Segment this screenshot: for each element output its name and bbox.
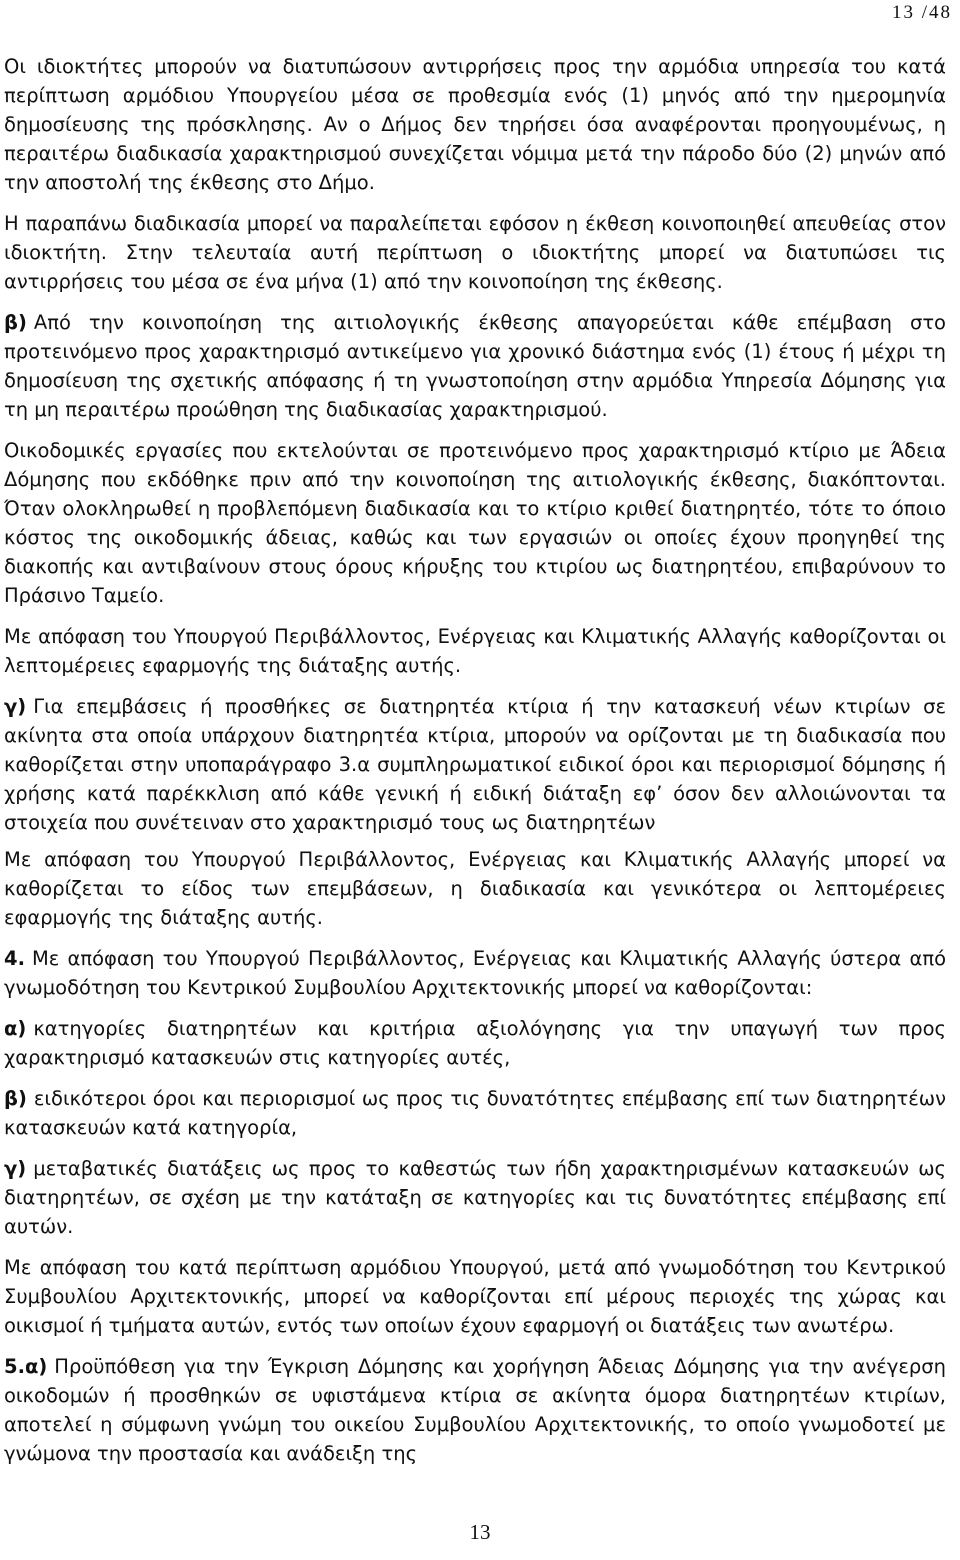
paragraph-4-gamma [4, 1154, 946, 1241]
paragraph-gamma-interventions [4, 692, 946, 837]
paragraph-text: ειδικότεροι όροι και περιορισμοί ως προς τις δυνατότητες επέμβασης επί των διατηρητέων κατασκευών κατά κατηγορία, [4, 1087, 946, 1139]
paragraph-objections [4, 52, 946, 197]
paragraph-section-5-alpha [4, 1352, 946, 1468]
page-indicator: 13 /48 [891, 2, 952, 23]
paragraph-text: Με απόφαση του Υπουργού Περιβάλλοντος, Ενέργειας και Κλιματικής Αλλαγής μπορεί να καθορίζεται το είδος των επεμβάσεων, η διαδικασία και γενικότερα οι λεπτομέρειες εφαρμογής της διάταξης αυτής. [4, 848, 946, 929]
paragraph-label: β) [4, 1087, 27, 1110]
paragraph-label: 4. [4, 947, 25, 970]
paragraph-label: 5.α) [4, 1355, 48, 1378]
paragraph-text: μεταβατικές διατάξεις ως προς το καθεστώς των ήδη χαρακτηρισμένων κατασκευών ως διατηρητέων, σε σχέση με την κατάταξη σε κατηγορίες και τις δυνατότητες επέμβασης επί αυτών. [4, 1157, 946, 1238]
paragraph-text: Με απόφαση του κατά περίπτωση αρμόδιου Υπουργού, μετά από γνωμοδότηση του Κεντρικού Συμβουλίου Αρχιτεκτονικής, μπορεί να καθορίζονται επί μέρους περιοχές της χώρας και οικισμοί ή τμήματα αυτών, εντός των οποίων έχουν εφαρμογή οι διατάξεις των ανωτέρω. [4, 1256, 946, 1337]
paragraph-4-alpha [4, 1014, 946, 1072]
paragraph-label: α) [4, 1017, 27, 1040]
paragraph-text: Η παραπάνω διαδικασία μπορεί να παραλείπεται εφόσον η έκθεση κοινοποιηθεί απευθείας στον ιδιοκτήτη. Στην τελευταία αυτή περίπτωση ο ιδιοκτήτης μπορεί να διατυπώσει τις αντιρρήσεις του μέσα σε ένα μήνα (1) από την κοινοποίηση της έκθεσης. [4, 212, 946, 293]
paragraph-text: Προϋπόθεση για την Έγκριση Δόμησης και χορήγηση Άδειας Δόμησης για την ανέγερση οικοδομών ή προσθηκών σε υφιστάμενα κτίρια σε ακίνητα όμορα διατηρητέων κτιρίων, αποτελεί η σύμφωνη γνώμη του οικείου Συμβουλίου Αρχιτεκτονικής, το οποίο γνωμοδοτεί με γνώμονα την προστασία και ανάδειξη της [4, 1355, 946, 1465]
paragraph-text: Για επεμβάσεις ή προσθήκες σε διατηρητέα κτίρια ή την κατασκευή νέων κτιρίων σε ακίνητα στα οποία υπάρχουν διατηρητέα κτίρια, μπορούν να ορίζονται με τη διαδικασία που καθορίζεται στην υποπαράγραφο 3.α συμπληρωματικοί ειδικοί όροι και περιορισμοί δόμησης ή χρήσης κατά παρέκκλιση από κάθε γενική ή ειδική διάταξη εφ’ όσον δεν αλλοιώνονται τα στοιχεία που συνέτειναν στο χαρακτηρισμό τους ως διατηρητέων [4, 695, 946, 834]
paragraph-text: κατηγορίες διατηρητέων και κριτήρια αξιολόγησης για την υπαγωγή των προς χαρακτηρισμό κατασκευών στις κατηγορίες αυτές, [4, 1017, 946, 1069]
paragraph-areas-decision [4, 1253, 946, 1340]
paragraph-text: Από την κοινοποίηση της αιτιολογικής έκθεσης απαγορεύεται κάθε επέμβαση στο προτεινόμενο προς χαρακτηρισμό αντικείμενο για χρονικό διάστημα ενός (1) έτους ή μέχρι τη δημοσίευση της σχετικής απόφασης ή τη γνωστοποίηση στην αρμόδια Υπηρεσία Δόμησης για τη μη περαιτέρω προώθηση της διαδικασίας χαρακτηρισμού. [4, 311, 946, 421]
paragraph-ministerial-decision-2 [4, 845, 946, 932]
paragraph-beta-prohibition [4, 308, 946, 424]
paragraph-4-beta [4, 1084, 946, 1142]
paragraph-omission [4, 209, 946, 296]
paragraph-text: Με απόφαση του Υπουργού Περιβάλλοντος, Ενέργειας και Κλιματικής Αλλαγής καθορίζονται οι λεπτομέρειες εφαρμογής της διάταξης αυτής. [4, 625, 946, 677]
paragraph-label: β) [4, 311, 27, 334]
paragraph-label: γ) [4, 1157, 27, 1180]
paragraph-text: Με απόφαση του Υπουργού Περιβάλλοντος, Ενέργειας και Κλιματικής Αλλαγής ύστερα από γνωμοδότηση του Κεντρικού Συμβουλίου Αρχιτεκτονικής μπορεί να καθορίζονται: [4, 947, 946, 999]
document-body [4, 52, 946, 1480]
paragraph-label: γ) [4, 695, 27, 718]
paragraph-text: Οικοδομικές εργασίες που εκτελούνται σε προτεινόμενο προς χαρακτηρισμό κτίριο με Άδεια Δόμησης που εκδόθηκε πριν από την κοινοποίηση της αιτιολογικής έκθεσης, διακόπτονται. Όταν ολοκληρωθεί η προβλεπόμενη διαδικασία και το κτίριο κριθεί διατηρητέο, τότε το όποιο κόστος της οικοδομικής άδειας, καθώς και των εργασιών οι οποίες έχουν προηγηθεί της διακοπής και αντιβαίνουν στους όρους κήρυξης του κτιρίου ως διατηρητέου, επιβαρύνουν το Πράσινο Ταμείο. [4, 439, 946, 607]
page-number: 13 [469, 1520, 491, 1544]
paragraph-ministerial-decision-1 [4, 622, 946, 680]
paragraph-construction-works [4, 436, 946, 610]
paragraph-section-4 [4, 944, 946, 1002]
paragraph-text: Οι ιδιοκτήτες μπορούν να διατυπώσουν αντιρρήσεις προς την αρμόδια υπηρεσία του κατά περίπτωση αρμόδιου Υπουργείου μέσα σε προθεσμία ενός (1) μηνός από την ημερομηνία δημοσίευσης της πρόσκλησης. Αν ο Δήμος δεν τηρήσει όσα αναφέρονται προηγουμένως, η περαιτέρω διαδικασία χαρακτηρισμού συνεχίζεται νόμιμα μετά την πάροδο δύο (2) μηνών από την αποστολή της έκθεσης στο Δήμο. [4, 55, 946, 194]
